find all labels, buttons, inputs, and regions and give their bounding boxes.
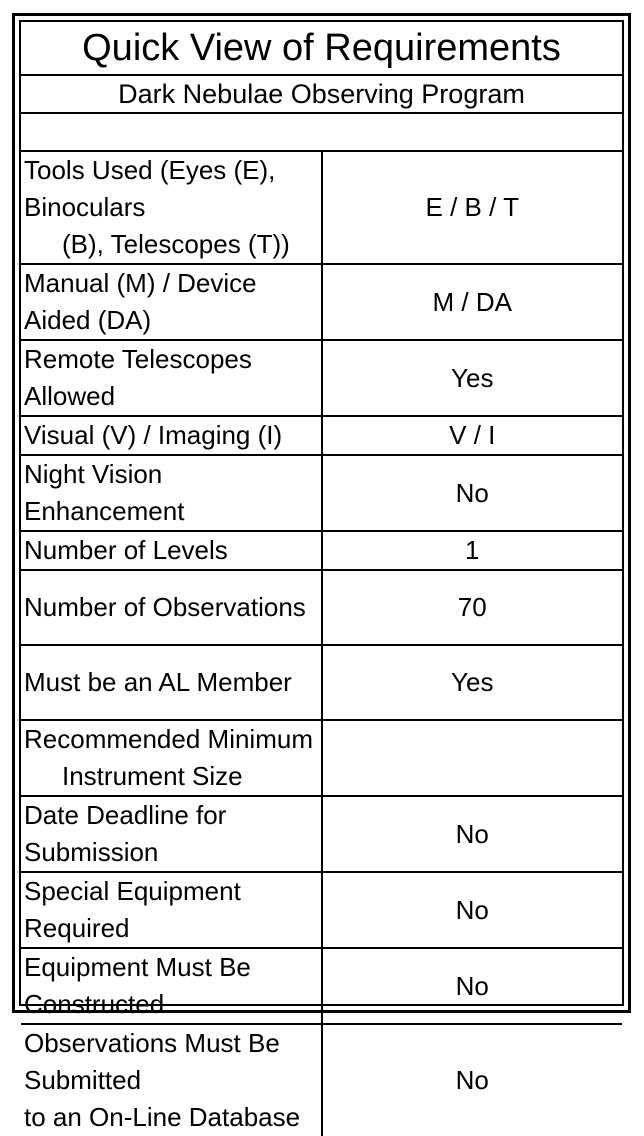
- row-label-line-1: Equipment Must Be Constructed: [24, 952, 251, 1019]
- row-value: V / I: [322, 416, 623, 455]
- row-label-line-1: Night Vision Enhancement: [24, 459, 185, 526]
- row-label: [21, 264, 322, 340]
- row-value: No: [322, 796, 623, 872]
- row-label-line-2: to an On-Line Database: [24, 1102, 301, 1132]
- row-label: [21, 948, 322, 1024]
- row-label-line-1: Special Equipment Required: [24, 876, 241, 943]
- row-label-line-1: Recommended Minimum: [24, 724, 313, 754]
- row-value: 70: [322, 570, 623, 645]
- row-label: [21, 531, 322, 570]
- row-value: [322, 720, 623, 796]
- row-value: M / DA: [322, 264, 623, 340]
- table-row: [21, 570, 622, 645]
- page-subtitle: Dark Nebulae Observing Program: [21, 75, 622, 113]
- requirements-table: [21, 22, 622, 1136]
- row-label-line-1: Must be an AL Member: [24, 667, 292, 697]
- blank-row: [21, 113, 622, 151]
- table-row: [21, 872, 622, 948]
- table-row: [21, 455, 622, 531]
- row-label: [21, 720, 322, 796]
- row-label-line-1: Visual (V) / Imaging (I): [24, 420, 283, 450]
- row-label-line-1: Manual (M) / Device Aided (DA): [24, 268, 257, 335]
- row-label: [21, 645, 322, 720]
- row-label-line-1: Remote Telescopes Allowed: [24, 344, 252, 411]
- table-row: [21, 948, 622, 1024]
- row-label: [21, 570, 322, 645]
- table-row: [21, 645, 622, 720]
- table-row: [21, 531, 622, 570]
- row-label-line-1: Number of Levels: [24, 535, 228, 565]
- row-label: [21, 796, 322, 872]
- row-label-line-1: Date Deadline for Submission: [24, 800, 227, 867]
- requirements-table-container: [19, 20, 624, 1132]
- table-row: [21, 416, 622, 455]
- row-label-line-1: Tools Used (Eyes (E), Binoculars: [24, 155, 276, 222]
- row-label: [21, 416, 322, 455]
- table-row: [21, 720, 622, 796]
- row-label-line-1: Number of Observations: [24, 592, 306, 622]
- table-row: [21, 340, 622, 416]
- page-title: Quick View of Requirements: [21, 22, 622, 75]
- row-label: [21, 340, 322, 416]
- row-value: E / B / T: [322, 151, 623, 264]
- table-row: [21, 264, 622, 340]
- row-label-line-2: Instrument Size: [62, 761, 243, 791]
- row-value: Yes: [322, 340, 623, 416]
- row-value: 1: [322, 531, 623, 570]
- row-value: No: [322, 455, 623, 531]
- row-label: [21, 151, 322, 264]
- table-row: [21, 796, 622, 872]
- row-label: [21, 872, 322, 948]
- row-value: No: [322, 948, 623, 1024]
- row-value: No: [322, 872, 623, 948]
- row-label: [21, 1024, 322, 1136]
- requirements-frame: [12, 13, 631, 1132]
- row-value: Yes: [322, 645, 623, 720]
- row-label-line-2: (B), Telescopes (T)): [62, 229, 290, 259]
- row-label: [21, 455, 322, 531]
- table-row: [21, 151, 622, 264]
- row-value: No: [322, 1024, 623, 1136]
- table-row: [21, 1024, 622, 1136]
- row-label-line-1: Observations Must Be Submitted: [24, 1028, 280, 1095]
